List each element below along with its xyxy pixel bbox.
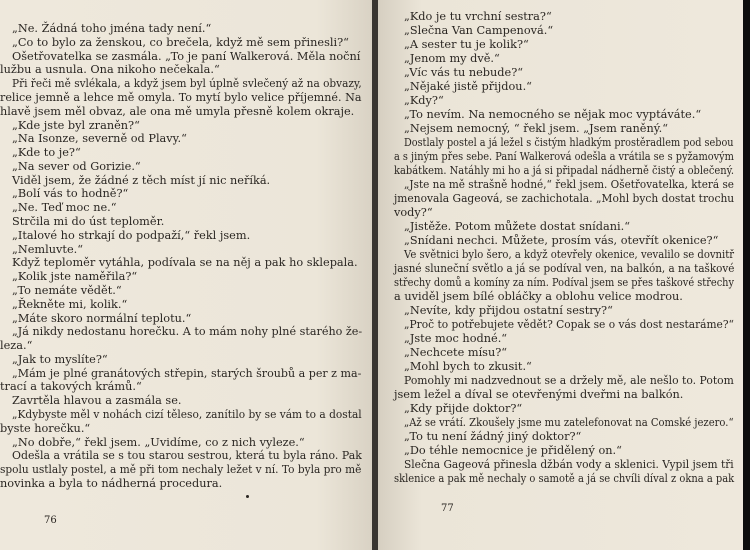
text-line: „Ne. Žádná toho jména tady není.“ — [12, 22, 212, 35]
ink-dot — [246, 495, 249, 498]
text-line: „Snídani nechci. Můžete, prosím vás, otevřít okenice?“ — [404, 234, 719, 247]
text-line: „Slečna Van Campenová.“ — [404, 24, 554, 37]
text-line: sklenice a pak mě nechaly o samotě a já se chvíli díval z okna a pak — [394, 472, 735, 485]
text-line: Dostlaly postel a já ležel s čistým hladkým prostěradlem pod sebou — [404, 136, 734, 149]
text-line: „Nejsem nemocný, “ řekl jsem. „Jsem raněný.“ — [404, 122, 669, 135]
text-line: „Jste na mě strašně hodné,“ řekl jsem. Ošetřovatelka, která se — [404, 178, 734, 191]
text-line: „Máte skoro normální teplotu.“ — [12, 311, 192, 325]
text-line: Strčila mi do úst teploměr. — [12, 215, 165, 229]
text-line: jmenovala Gageová, se zachichotala. „Mohl bych dostat trochu — [394, 192, 735, 205]
text-line: „A sester tu je kolik?“ — [404, 38, 529, 51]
text-line: a uviděl jsem bílé obláčky a oblohu velice modrou. — [394, 290, 683, 303]
text-line: kabátkem. Natáhly mi ho a já si připadal nádherně čistý a oblečený. — [394, 164, 735, 177]
text-line: „Až se vrátí. Zkoušely jsme mu zatelefonovat na Comské jezero.“ — [404, 416, 734, 429]
text-line: Při řeči mě svlékala, a když jsem byl úplně svlečený až na obvazy, — [12, 77, 362, 91]
text-line: „Jistěže. Potom můžete dostat snídani.“ — [404, 220, 631, 233]
text-line: „Jenom my dvě.“ — [404, 52, 500, 65]
text-line: „No dobře,“ řekl jsem. „Uvidíme, co z nich vyleze.“ — [12, 435, 305, 449]
text-line: „Kdy?“ — [404, 94, 444, 107]
text-line: „Řekněte mi, kolik.“ — [12, 297, 128, 311]
text-line: Pomohly mi nadzvednout se a držely mě, ale nešlo to. Potom — [404, 374, 734, 387]
text-line: Odešla a vrátila se s tou starou sestrou, která tu byla ráno. Pak — [12, 449, 362, 463]
text-line: novinka a byla to nádherná procedura. — [0, 477, 223, 490]
text-line: leza.“ — [0, 339, 33, 353]
text-line: „Kde to je?“ — [12, 146, 81, 160]
text-line: „Kdy přijde doktor?“ — [404, 402, 523, 415]
text-line: hlavě jsem měl obvaz, ale ona mě umyla přesně kolem okraje. — [0, 104, 355, 118]
text-line: Slečna Gageová přinesla džbán vody a sklenici. Vypil jsem tři — [404, 458, 734, 471]
left-page — [0, 0, 372, 550]
text-line: „Do téhle nemocnice je přidělený on.“ — [404, 444, 622, 457]
text-line: „Ne. Teď moc ne.“ — [12, 201, 117, 215]
text-line: „Mám je plné granátových střepin, starých šroubů a per z ma- — [12, 366, 362, 380]
text-line: „Na Isonze, severně od Plavy.“ — [12, 132, 187, 146]
text-line: „Jste moc hodné.“ — [404, 332, 508, 345]
text-line: „Italové ho strkají do podpaží,“ řekl jsem. — [12, 228, 251, 242]
text-line: lužbu a usnula. Ona nikoho nečekala.“ — [0, 63, 220, 77]
text-line: „Na sever od Gorizie.“ — [12, 159, 141, 173]
text-line: „Kolik jste naměřila?“ — [12, 270, 138, 284]
text-line: „Kdybyste měl v nohách cizí těleso, zanítilo by se vám to a dostal — [12, 408, 362, 422]
text-line: trací a takových krámů.“ — [0, 380, 142, 394]
left-page-number: 76 — [44, 515, 57, 526]
text-line: „Nevíte, kdy přijdou ostatní sestry?“ — [404, 304, 613, 317]
text-line: „Nějaké jistě přijdou.“ — [404, 80, 532, 93]
text-line: spolu ustlaly postel, a mě při tom nechaly ležet v ní. To byla pro mě — [0, 463, 362, 477]
text-line: Ošetřovatelka se zasmála. „To je paní Walkerová. Měla noční — [12, 49, 361, 63]
text-line: „Kde jste byl zraněn?“ — [12, 118, 140, 132]
text-line: „Nechcete mísu?“ — [404, 346, 508, 359]
text-line: Viděl jsem, že žádné z těch míst jí nic neříká. — [12, 173, 271, 187]
text-line: byste horečku.“ — [0, 421, 91, 435]
text-line: „Co to bylo za ženskou, co brečela, když mě sem přinesli?“ — [12, 35, 349, 49]
text-line: „To nemáte vědět.“ — [12, 283, 122, 297]
right-page — [378, 0, 743, 550]
book-edge — [743, 0, 750, 550]
text-line: „Jak to myslíte?“ — [12, 352, 108, 366]
text-line: vody?“ — [394, 206, 433, 219]
text-line: „Nemluvte.“ — [12, 242, 83, 256]
text-line: „Kdo je tu vrchní sestra?“ — [404, 10, 552, 23]
text-line: Ve světnici bylo šero, a když otevřely okenice, vevalilo se dovnitř — [404, 248, 735, 261]
text-line: „Já nikdy nedostanu horečku. A to mám nohy plné starého že- — [12, 325, 363, 339]
text-line: Když teploměr vytáhla, podívala se na něj a pak ho sklepala. — [12, 256, 358, 270]
text-line: „Bolí vás to hodně?“ — [12, 187, 129, 201]
text-line: „Víc vás tu nebude?“ — [404, 66, 524, 79]
text-line: jasné sluneční světlo a já se podíval ven, na balkón, a na taškové — [394, 262, 735, 275]
text-line: „Mohl bych to zkusit.“ — [404, 360, 532, 373]
text-line: „Proč to potřebujete vědět? Copak se o vás dost nestaráme?“ — [404, 318, 734, 331]
right-page-number: 77 — [441, 503, 454, 514]
text-line: „To nevím. Na nemocného se nějak moc vyptáváte.“ — [404, 108, 702, 121]
text-line: střechy domů a komíny za ním. Podíval jsem se přes taškové střechy — [394, 276, 735, 289]
text-line: a s jiným přes sebe. Paní Walkerová odešla a vrátila se s pyžamovým — [394, 150, 734, 163]
text-line: jsem ležel a díval se otevřenými dveřmi na balkón. — [394, 388, 684, 401]
text-line: Zavrtěla hlavou a zasmála se. — [12, 394, 182, 408]
text-line: „To tu není žádný jiný doktor?“ — [404, 430, 582, 443]
text-line: relice jemně a lehce mě omyla. To mytí bylo velice příjemné. Na — [0, 90, 362, 104]
